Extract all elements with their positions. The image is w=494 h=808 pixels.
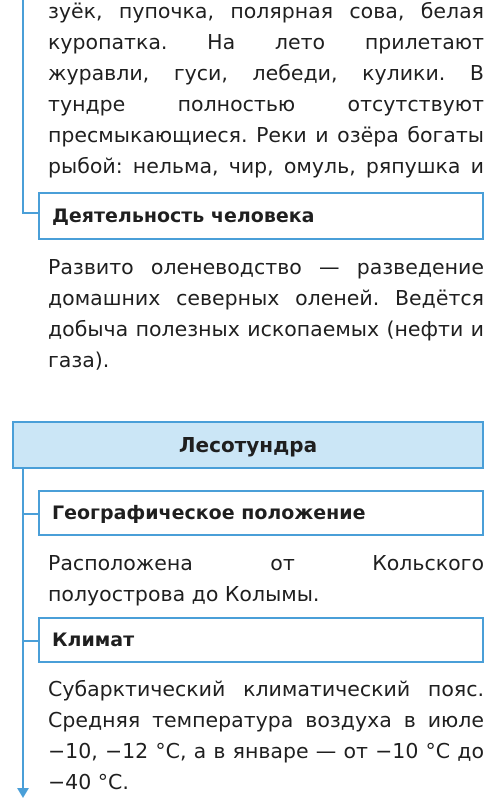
fauna-paragraph: зуёк, пупочка, полярная сова, белая куропатка. На лето прилетают журавли, гуси, лебеди, кулики. В тундре полностью отсутствуют пресмыкающиеся. Реки и озёра богаты рыбой: нельма, чир, омуль, ряпушка и <box>48 0 484 178</box>
climate-paragraph: Субарктический климатический пояс. Средняя температура воздуха в июле −10, −12 °С, а в январе — от −10 °С до −40 °С. <box>48 677 484 794</box>
connector-line-2 <box>22 469 24 789</box>
activity-heading: Деятельность человека <box>38 192 484 240</box>
section-title-forest-tundra: Лесотундра <box>12 421 484 469</box>
geo-heading: Географическое положение <box>38 490 484 536</box>
connector-elbow <box>22 40 40 214</box>
connector-tick-geo <box>22 513 38 515</box>
down-arrow-icon <box>17 788 29 798</box>
geo-paragraph: Расположена от Кольского полуострова до Колымы. <box>48 551 484 606</box>
connector-tick-climate <box>22 640 38 642</box>
climate-heading: Климат <box>38 617 484 663</box>
activity-paragraph: Развито оленеводство — разведение домашних северных оленей. Ведётся добыча полезных ископаемых (нефти и газа). <box>48 255 484 372</box>
connector-line <box>22 0 24 40</box>
